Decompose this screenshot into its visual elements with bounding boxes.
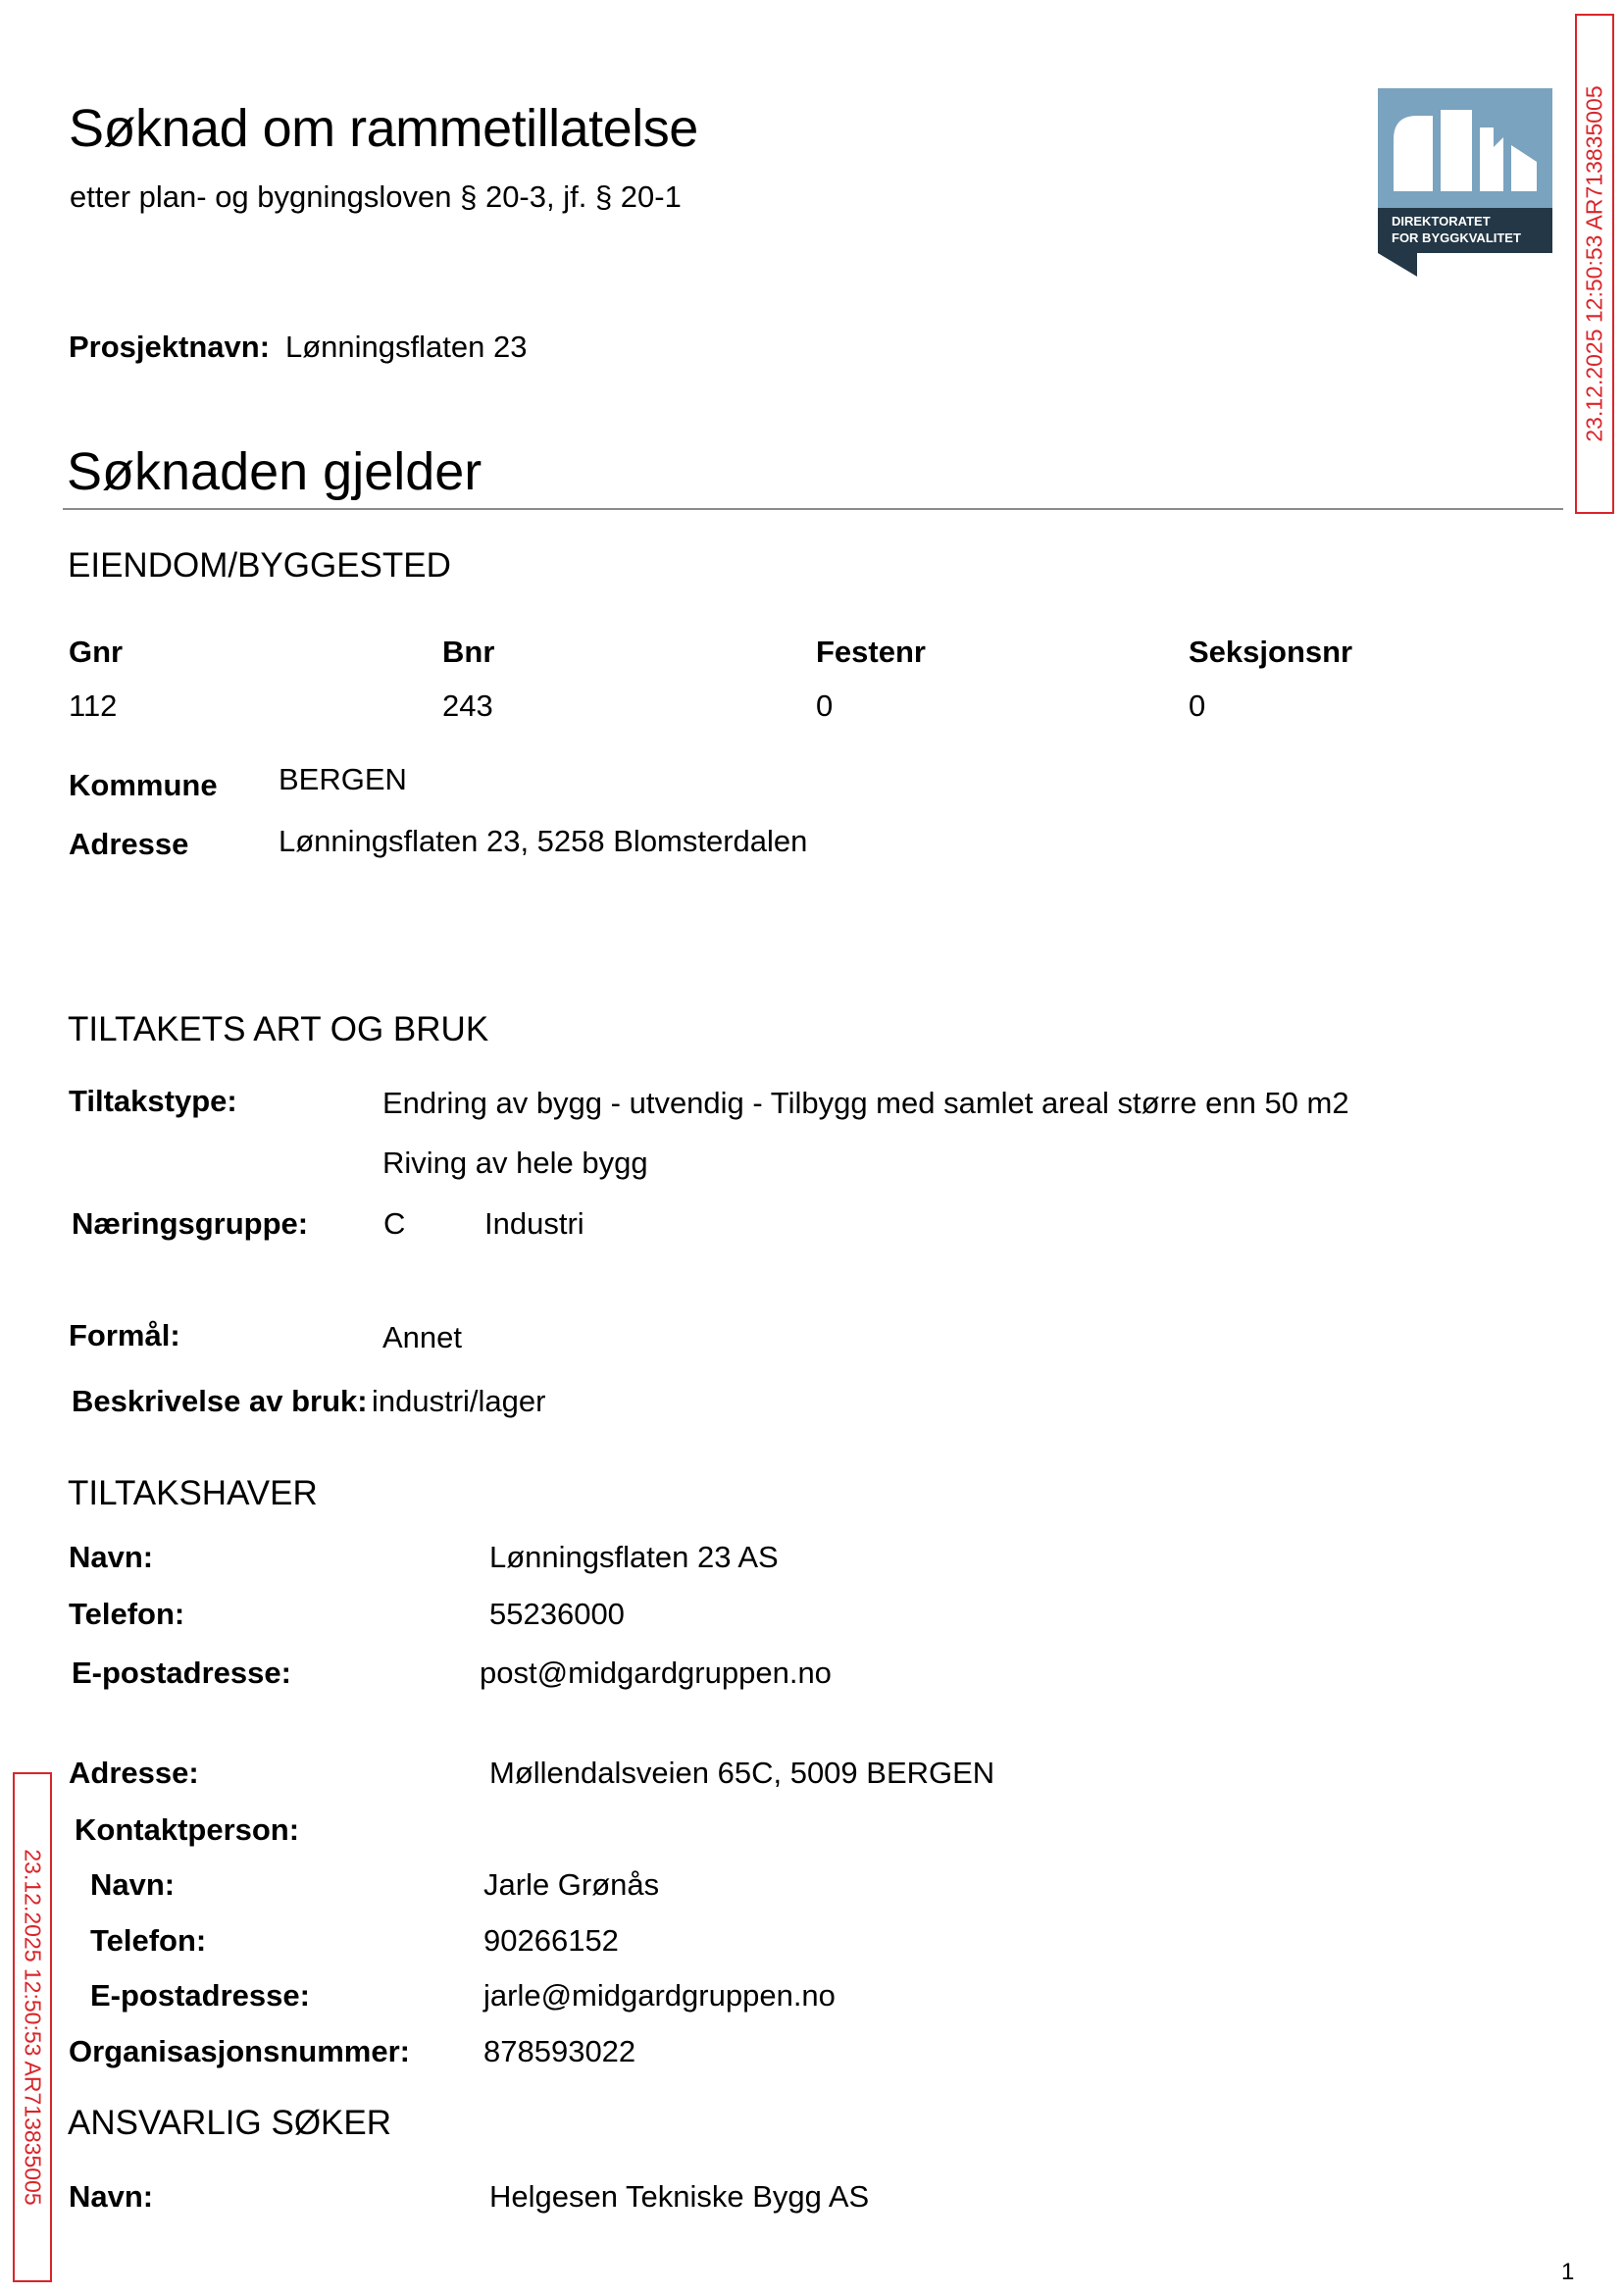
tiltak-heading: TILTAKETS ART OG BRUK bbox=[68, 1010, 489, 1048]
building-logo-icon bbox=[1378, 88, 1552, 277]
kontakt-epost-value: jarle@midgardgruppen.no bbox=[483, 1978, 836, 2013]
gnr-label: Gnr bbox=[69, 635, 124, 669]
kommune-label: Kommune bbox=[69, 768, 218, 802]
formal-label: Formål: bbox=[69, 1318, 180, 1352]
project-value: Lønningsflaten 23 bbox=[285, 330, 528, 364]
tiltakshaver-telefon-value: 55236000 bbox=[489, 1597, 625, 1631]
logo-line1: DIREKTORATET bbox=[1392, 214, 1491, 229]
orgnr-label: Organisasjonsnummer: bbox=[69, 2034, 410, 2068]
kontakt-telefon-label: Telefon: bbox=[90, 1923, 207, 1958]
beskrivelse-value: industri/lager bbox=[372, 1384, 546, 1418]
naeringsgruppe-label: Næringsgruppe: bbox=[72, 1206, 309, 1241]
kontakt-epost-label: E-postadresse: bbox=[90, 1978, 310, 2013]
tiltakstype-label: Tiltakstype: bbox=[69, 1084, 237, 1118]
kontakt-navn-label: Navn: bbox=[90, 1867, 176, 1902]
adresse-label: Adresse bbox=[69, 827, 189, 861]
ansvarlig-navn-label: Navn: bbox=[69, 2179, 154, 2214]
tiltakshaver-epost-label: E-postadresse: bbox=[72, 1656, 291, 1690]
document-subtitle: etter plan- og bygningsloven § 20-3, jf. § 20-1 bbox=[70, 179, 682, 214]
document-title: Søknad om rammetillatelse bbox=[69, 99, 698, 158]
gnr-value: 112 bbox=[69, 688, 118, 723]
festenr-value: 0 bbox=[816, 688, 834, 723]
project-label: Prosjektnavn: bbox=[69, 330, 271, 364]
kontaktperson-label: Kontaktperson: bbox=[75, 1812, 300, 1847]
naeringsgruppe-code: C bbox=[383, 1206, 406, 1241]
tiltakshaver-adresse-value: Møllendalsveien 65C, 5009 BERGEN bbox=[489, 1756, 995, 1790]
bnr-label: Bnr bbox=[442, 635, 495, 669]
tiltakshaver-heading: TILTAKSHAVER bbox=[68, 1474, 318, 1512]
date-stamp-top-text: 23.12.2025 12:50:53 AR713835005 bbox=[1581, 85, 1607, 442]
seksjonsnr-value: 0 bbox=[1189, 688, 1206, 723]
section-heading: Søknaden gjelder bbox=[67, 442, 482, 501]
ansvarlig-heading: ANSVARLIG SØKER bbox=[68, 2104, 392, 2142]
adresse-value: Lønningsflaten 23, 5258 Blomsterdalen bbox=[279, 824, 808, 858]
dibk-logo bbox=[1378, 88, 1552, 277]
kommune-value: BERGEN bbox=[279, 762, 407, 796]
property-heading: EIENDOM/BYGGESTED bbox=[68, 546, 451, 585]
tiltakshaver-telefon-label: Telefon: bbox=[69, 1597, 185, 1631]
ansvarlig-navn-value: Helgesen Tekniske Bygg AS bbox=[489, 2179, 870, 2214]
section-divider bbox=[63, 508, 1563, 510]
seksjonsnr-label: Seksjonsnr bbox=[1189, 635, 1353, 669]
tiltakshaver-epost-value: post@midgardgruppen.no bbox=[480, 1656, 832, 1690]
tiltakshaver-adresse-label: Adresse: bbox=[69, 1756, 199, 1790]
tiltakstype-value-2: Riving av hele bygg bbox=[382, 1146, 648, 1180]
tiltakstype-value-1: Endring av bygg - utvendig - Tilbygg med samlet areal større enn 50 m2 bbox=[382, 1086, 1349, 1120]
orgnr-value: 878593022 bbox=[483, 2034, 636, 2068]
date-stamp-top bbox=[1575, 14, 1614, 514]
date-stamp-left-text: 23.12.2025 12:50:53 AR713835005 bbox=[20, 1849, 46, 2206]
beskrivelse-label: Beskrivelse av bruk: bbox=[72, 1384, 368, 1418]
tiltakshaver-navn-label: Navn: bbox=[69, 1540, 154, 1574]
kontakt-telefon-value: 90266152 bbox=[483, 1923, 619, 1958]
bnr-value: 243 bbox=[442, 688, 493, 723]
naeringsgruppe-value: Industri bbox=[484, 1206, 584, 1241]
logo-line2: FOR BYGGKVALITET bbox=[1392, 230, 1521, 245]
formal-value: Annet bbox=[382, 1320, 463, 1354]
tiltakshaver-navn-value: Lønningsflaten 23 AS bbox=[489, 1540, 779, 1574]
date-stamp-left bbox=[13, 1772, 52, 2282]
kontakt-navn-value: Jarle Grønås bbox=[483, 1867, 660, 1902]
page-number: 1 bbox=[1561, 2259, 1575, 2285]
festenr-label: Festenr bbox=[816, 635, 926, 669]
